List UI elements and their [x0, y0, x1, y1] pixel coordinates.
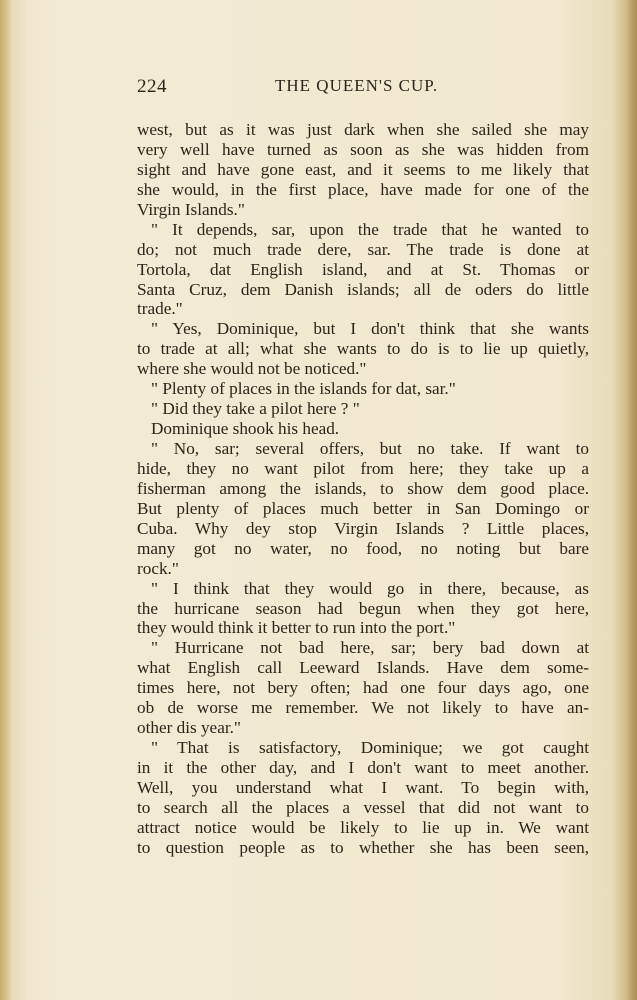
text-line: " It depends, sar, upon the trade that he wanted to: [151, 219, 589, 239]
text-line: Cuba. Why dey stop Virgin Islands ? Little places,: [137, 518, 589, 538]
text-line: times here, not bery often; had one four days ago, one: [137, 678, 589, 698]
page-number: 224: [137, 76, 167, 97]
text-line: Santa Cruz, dem Danish islands; all de oders do little: [137, 279, 589, 299]
text-line: hide, they no want pilot from here; they take up a: [137, 458, 589, 478]
body-text: [137, 120, 589, 858]
text-line: other dis year.": [137, 718, 241, 738]
text-line: " That is satisfactory, Dominique; we got caught: [151, 738, 589, 758]
text-line: they would think it better to run into the port.": [137, 618, 456, 638]
text-line: sight and have gone east, and it seems to me likely that: [137, 159, 589, 179]
text-line: " I think that they would go in there, because, as: [151, 578, 589, 598]
text-line: where she would not be noticed.": [137, 359, 367, 379]
text-line: " No, sar; several offers, but no take. If want to: [151, 439, 589, 458]
text-line: " Hurricane not bad here, sar; bery bad down at: [151, 638, 589, 658]
text-line: Virgin Islands.": [137, 199, 245, 219]
text-line: fisherman among the islands, to show dem good place.: [137, 478, 589, 498]
text-line: many got no water, no food, no noting but bare: [137, 538, 589, 558]
text-line: ob de worse me remember. We not likely to have an-: [137, 698, 589, 718]
text-line: rock.": [137, 558, 179, 578]
text-line: Well, you understand what I want. To begin with,: [137, 777, 589, 797]
text-line: But plenty of places much better in San Domingo or: [137, 498, 589, 518]
text-line: to trade at all; what she wants to do is to lie up quietly,: [137, 339, 589, 359]
text-line: attract notice would be likely to lie up in. We want: [137, 817, 589, 837]
text-line: " Did they take a pilot here ? ": [151, 399, 360, 419]
text-line: to search all the places a vessel that did not want to: [137, 797, 589, 817]
text-line: west, but as it was just dark when she sailed she may: [137, 120, 589, 139]
text-line: do; not much trade dere, sar. The trade is done at: [137, 239, 589, 259]
text-line: Tortola, dat English island, and at St. Thomas or: [137, 259, 589, 279]
text-line: in it the other day, and I don't want to meet another.: [137, 758, 589, 777]
text-line: to question people as to whether she has been seen,: [137, 837, 589, 857]
text-line: trade.": [137, 299, 183, 319]
text-line: she would, in the first place, have made for one of the: [137, 179, 589, 199]
text-line: " Plenty of places in the islands for dat, sar.": [151, 379, 456, 399]
text-line: very well have turned as soon as she was hidden from: [137, 139, 589, 159]
text-line: Dominique shook his head.: [151, 419, 340, 439]
running-title: THE QUEEN'S CUP.: [275, 76, 439, 95]
page-header: [137, 76, 589, 102]
text-line: what English call Leeward Islands. Have dem some-: [137, 658, 589, 678]
text-line: " Yes, Dominique, but I don't think that she wants: [151, 319, 589, 339]
text-line: the hurricane season had begun when they got here,: [137, 598, 589, 618]
